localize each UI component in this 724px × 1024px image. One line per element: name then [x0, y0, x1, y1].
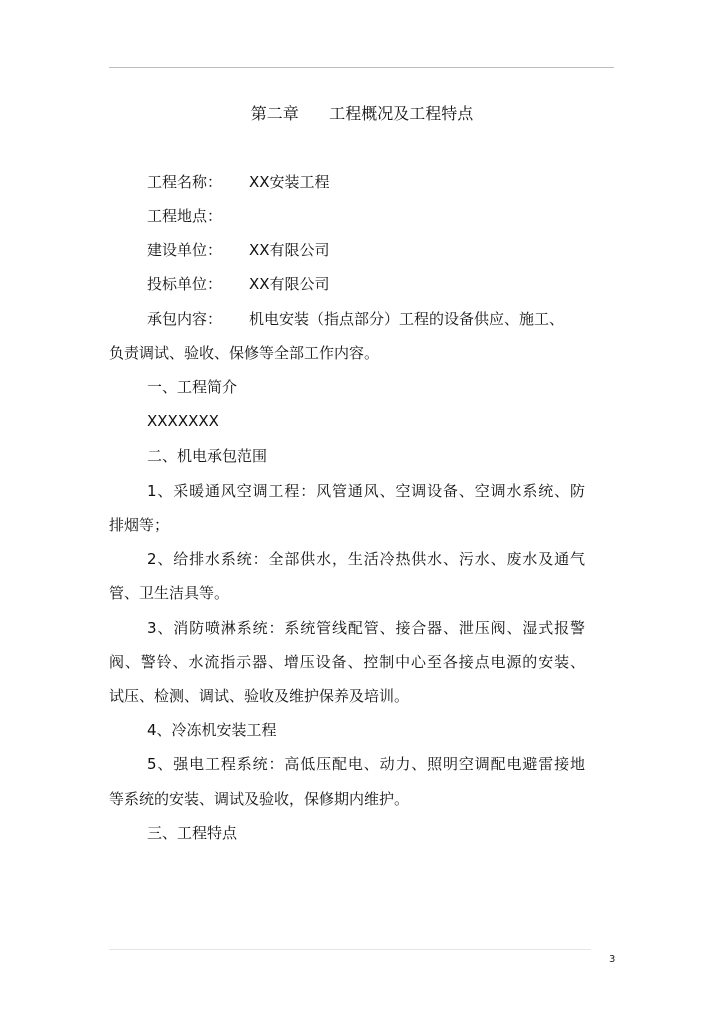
- info-value: XX有限公司: [249, 241, 330, 259]
- info-label: 工程名称：: [147, 173, 223, 191]
- scope-item-5-line-2: 等系统的安装、调试及验收，保修期内维护。: [109, 790, 410, 808]
- info-value: XX有限公司: [249, 275, 330, 293]
- chapter-title: 第二章 工程概况及工程特点: [250, 104, 474, 123]
- scope-continuation: 负责调试、验收、保修等全部工作内容。: [109, 344, 380, 362]
- scope-item-1-line-2: 排烟等；: [109, 516, 170, 534]
- footer-rule: [109, 949, 591, 950]
- info-value: 机电安装（指点部分）工程的设备供应、施工、: [249, 310, 565, 328]
- scope-item-3-line-1: 3、消防喷淋系统：系统管线配管、接合器、泄压阀、湿式报警: [147, 619, 585, 637]
- info-label: 承包内容：: [147, 310, 223, 328]
- info-row-project-location: [0, 206, 724, 226]
- info-row-scope: [0, 309, 724, 329]
- info-label: 投标单位：: [147, 275, 223, 293]
- info-row-owner: [0, 240, 724, 260]
- overview-text: XXXXXXX: [147, 412, 219, 430]
- section-heading-features: 三、工程特点: [147, 824, 238, 842]
- info-value: XX安装工程: [249, 173, 330, 191]
- scope-item-3-line-3: 试压、检测、调试、验收及维护保养及培训。: [109, 687, 410, 705]
- scope-item-1-line-1: 1、采暖通风空调工程：风管通风、空调设备、空调水系统、防: [147, 482, 585, 500]
- info-label: 工程地点：: [147, 207, 223, 225]
- info-row-bidder: [0, 274, 724, 294]
- scope-item-5-line-1: 5、强电工程系统：高低压配电、动力、照明空调配电避雷接地: [147, 755, 585, 773]
- info-row-project-name: [0, 172, 724, 192]
- scope-item-2-line-1: 2、给排水系统：全部供水，生活冷热供水、污水、废水及通气: [147, 550, 585, 568]
- section-heading-scope: 二、机电承包范围: [147, 447, 268, 465]
- scope-item-2-line-2: 管、卫生洁具等。: [109, 584, 230, 602]
- info-label: 建设单位：: [147, 241, 223, 259]
- scope-item-4: 4、冷冻机安装工程: [147, 721, 277, 739]
- header-rule: [109, 67, 614, 68]
- section-heading-overview: 一、工程简介: [147, 378, 238, 396]
- scope-item-3-line-2: 阀、警铃、水流指示器、增压设备、控制中心至各接点电源的安装、: [109, 653, 585, 671]
- page-number: 3: [609, 954, 616, 965]
